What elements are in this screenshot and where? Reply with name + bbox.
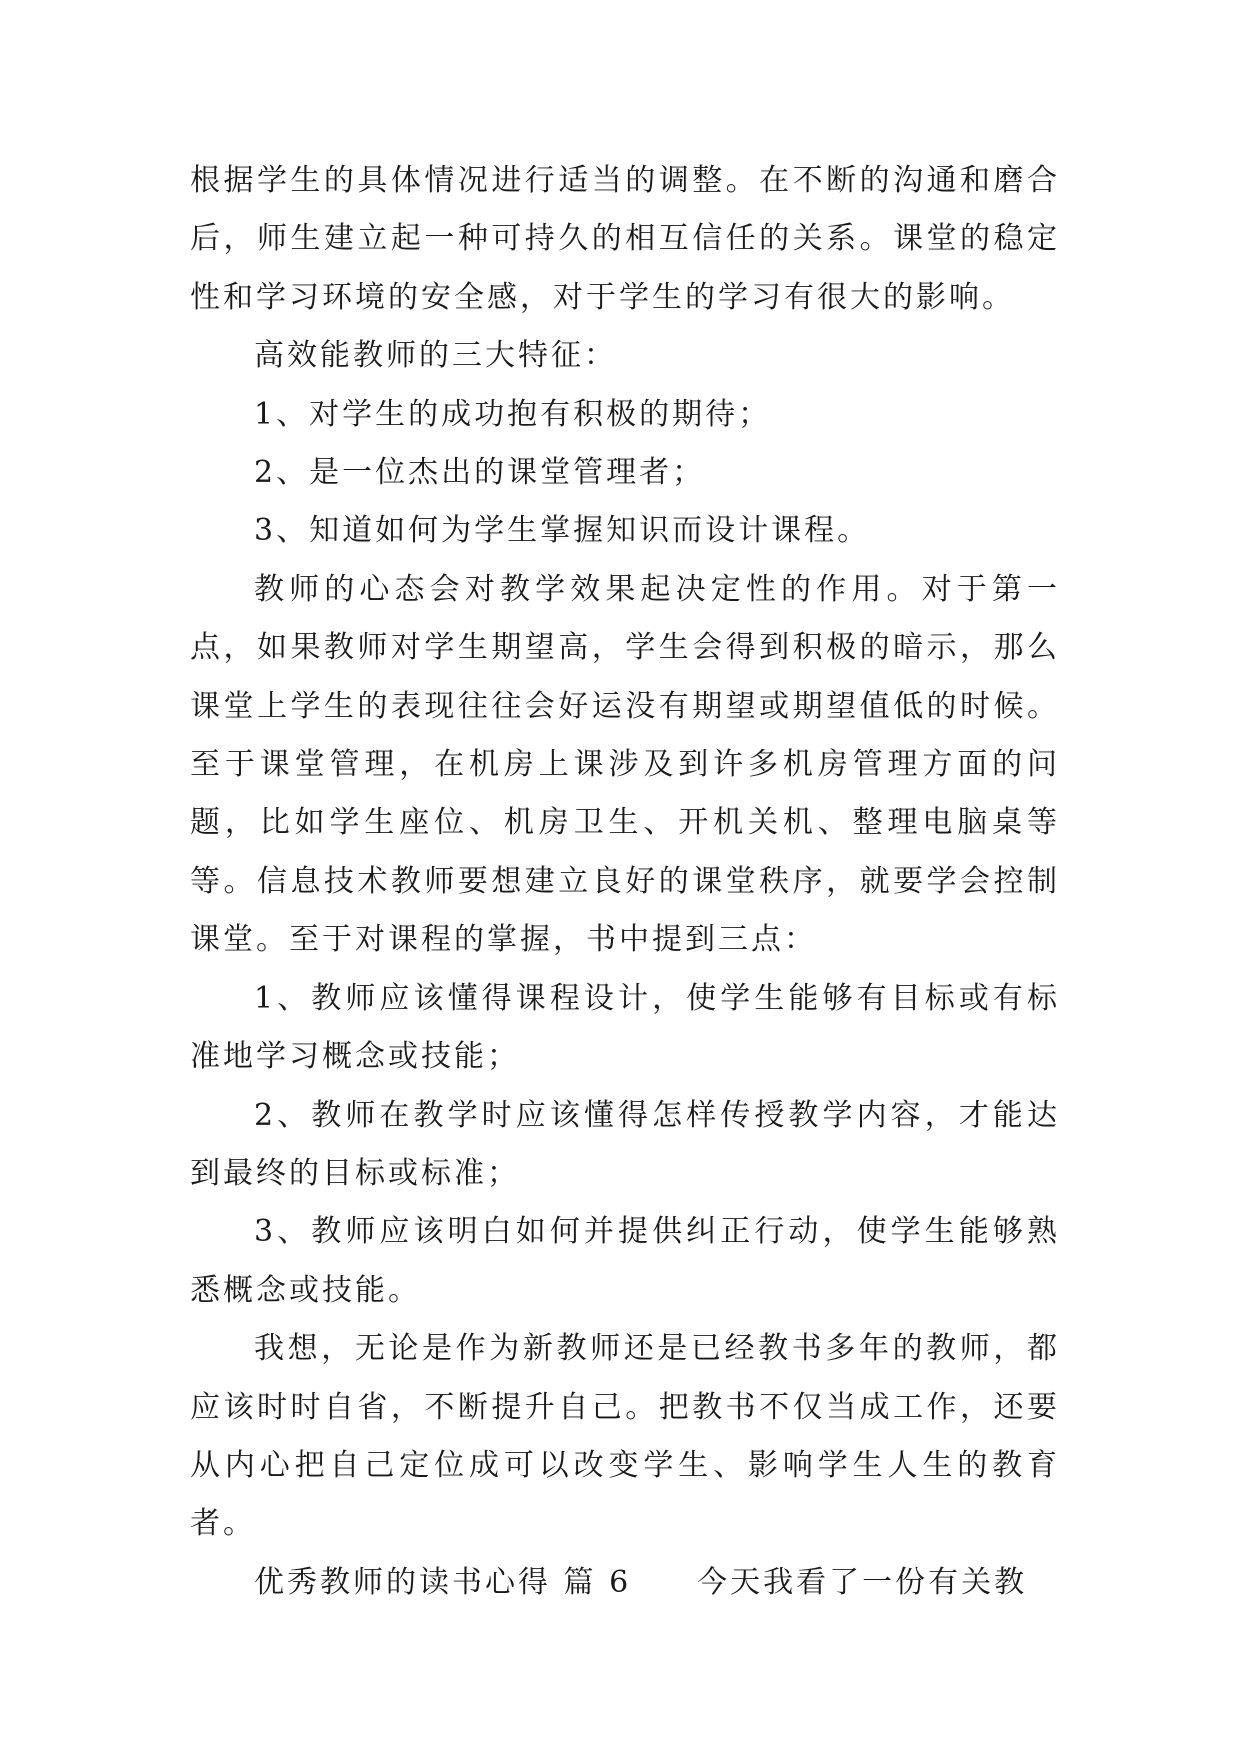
paragraph: 根据学生的具体情况进行适当的调整。在不断的沟通和磨合后，师生建立起一种可持久的相互信任的关系。课堂的稳定性和学习环境的安全感，对于学生的学习有很大的影响。 xyxy=(190,163,1060,315)
list-item: 1、教师应该懂得课程设计，使学生能够有目标或有标准地学习概念或技能； xyxy=(190,980,1060,1075)
paragraph: 教师的心态会对教学效果起决定性的作用。对于第一点，如果教师对学生期望高，学生会得到积极的暗示，那么课堂上学生的表现往往会好运没有期望或期望值低的时候。至于课堂管理，在机房上课涉及到许多机房管理方面的问题，比如学生座位、机房卫生、开机关机、整理电脑桌等等。信息技术教师要想建立良好的课堂秩序，就要学会控制课堂。至于对课程的掌握，书中提到三点： xyxy=(190,571,1060,958)
list-item: 2、教师在教学时应该懂得怎样传授教学内容，才能达到最终的目标或标准； xyxy=(190,1097,1060,1191)
section-label: 篇 6 xyxy=(563,1564,632,1600)
paragraph: 高效能教师的三大特征： xyxy=(254,338,617,374)
list-item: 3、教师应该明白如何并提供纠正行动，使学生能够熟悉概念或技能。 xyxy=(190,1214,1060,1308)
list-item: 3、知道如何为学生掌握知识而设计课程。 xyxy=(254,513,871,549)
list-item: 2、是一位杰出的课堂管理者； xyxy=(254,455,706,491)
section-heading xyxy=(190,1554,1060,1612)
document-body xyxy=(190,152,1060,1612)
paragraph: 我想，无论是作为新教师还是已经教书多年的教师，都应该时时自省，不断提升自己。把教书不仅当成工作，还要从内心把自己定位成可以改变学生、影响学生人生的教育者。 xyxy=(190,1331,1060,1542)
section-continuation: 今天我看了一份有关教 xyxy=(697,1564,1028,1600)
section-title: 优秀教师的读书心得 xyxy=(254,1564,551,1600)
list-item: 1、对学生的成功抱有积极的期待； xyxy=(254,396,772,432)
